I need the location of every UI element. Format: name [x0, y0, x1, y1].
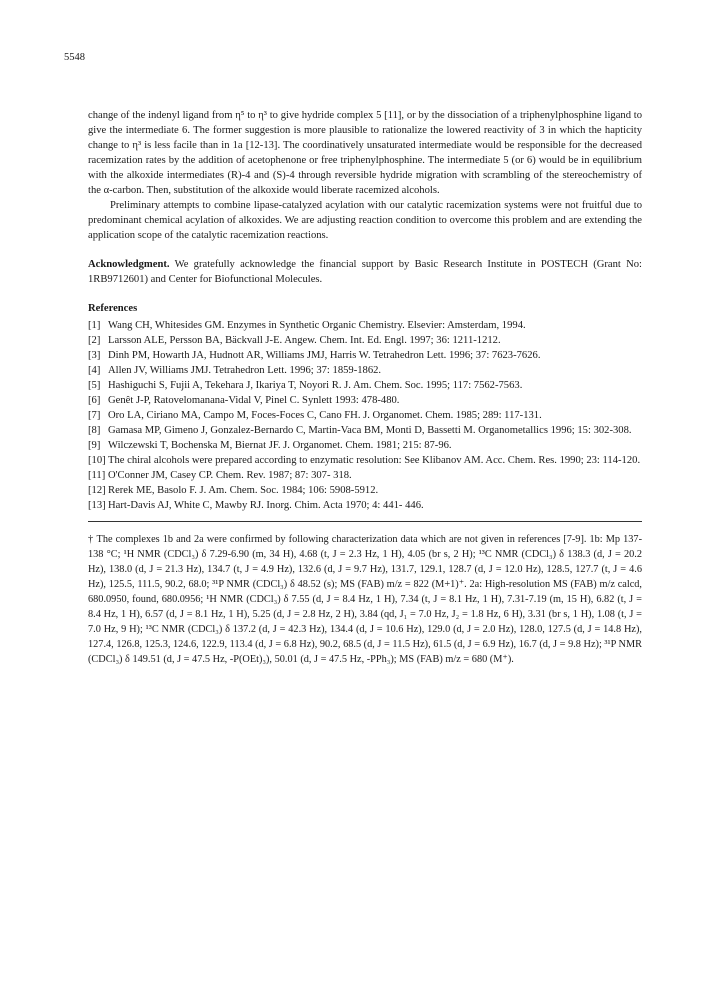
reference-text: Genêt J-P, Ratovelomanana-Vidal V, Pinel C. Synlett 1993: 478-480. — [108, 395, 400, 406]
reference-item — [88, 318, 642, 333]
reference-item — [88, 363, 642, 378]
reference-text: O'Conner JM, Casey CP. Chem. Rev. 1987; 87: 307- 318. — [108, 470, 352, 481]
footnote-divider — [88, 521, 642, 522]
reference-text: Wilczewski T, Bochenska M, Biernat JF. J. Organomet. Chem. 1981; 215: 87-96. — [108, 440, 452, 451]
reference-item — [88, 393, 642, 408]
reference-number: [10] — [88, 455, 106, 466]
reference-number: [3] — [88, 350, 101, 361]
reference-number: [4] — [88, 365, 101, 376]
acknowledgment-text: We gratefully acknowledge the financial support by Basic Research Institute in POSTECH (Grant No: 1RB9712601) and Center for Biofunctional Molecules. — [88, 259, 642, 285]
reference-number: [2] — [88, 335, 101, 346]
reference-text: Oro LA, Ciriano MA, Campo M, Foces-Foces C, Cano FH. J. Organomet. Chem. 1985; 289: 117-131. — [108, 410, 542, 421]
reference-item — [88, 348, 642, 363]
reference-text: Gamasa MP, Gimeno J, Gonzalez-Bernardo C, Martin-Vaca BM, Monti D, Bassetti M. Organometallics 1996; 15: 302-308. — [108, 425, 632, 436]
body-paragraph: change of the indenyl ligand from η⁵ to η³ to give hydride complex 5 [11], or by the dissociation of a triphenylphosphine ligand to give the intermediate 6. The former suggestion is more plausible to rationalize the lowered reactivity of 3 in which the hapticity change to η³ is less facile than in 1a [12-13]. The coordinatively unsaturated intermediate would be responsible for the decreased racemization rates by the addition of acetophenone or free triphenylphosphine. The intermediate 5 (or 6) would be in equilibrium with the alkoxide intermediates (R)-4 and (S)-4 through reversible hydride migration with scrambling of the stereochemistry of the α-carbon. Then, substitution of the alkoxide would liberate racemized alcohols. — [88, 110, 642, 196]
reference-item — [88, 423, 642, 438]
reference-item — [88, 438, 642, 453]
reference-item — [88, 483, 642, 498]
reference-number: [12] — [88, 485, 106, 496]
reference-number: [7] — [88, 410, 101, 421]
references-heading: References — [88, 303, 138, 314]
footnote: † The complexes 1b and 2a were confirmed by following characterization data which are not given in references [7-9]. 1b: Mp 137-138 °C; ¹H NMR (CDCl₃) δ 7.29-6.90 (m, 34 H), 4.68 (t, J = 2.3 Hz, 1 H), 4.05 (br s, 2 H); ¹³C NMR (CDCl₃) δ 138.3 (d, J = 20.2 Hz), 138.0 (d, J = 21.3 Hz), 134.7 (t, J = 4.9 Hz), 132.6 (d, J = 9.7 Hz), 131.7, 129.1, 128.7 (d, J = 12.0 Hz), 128.5, 127.7 (t, J = 4.6 Hz), 125.5, 111.5, 90.2, 68.0; ³¹P NMR (CDCl₃) δ 48.52 (s); MS (FAB) m/z = 822 (M+1)⁺. 2a: High-resolution MS (FAB) m/z calcd, 680.0950, found, 680.0956; ¹H NMR (CDCl₃) δ 7.55 (d, J = 8.4 Hz, 1 H), 7.34 (t, J = 8.1 Hz, 1 H), 7.31-7.19 (m, 15 H), 6.82 (t, J = 8.4 Hz, 1 H), 6.57 (d, J = 8.1 Hz, 1 H), 5.25 (d, J = 2.8 Hz, 2 H), 3.84 (qd, J₁ = 7.0 Hz, J₂ = 1.8 Hz, 6 H), 3.31 (br s, 1 H), 1.08 (t, J = 7.0 Hz, 9 H); ¹³C NMR (CDCl₃) δ 137.2 (d, J = 42.3 Hz), 134.4 (d, J = 10.6 Hz), 129.0 (d, J = 2.0 Hz), 128.0, 127.5 (d, J = 14.8 Hz), 127.4, 126.8, 125.3, 124.6, 122.9, 113.4 (d, J = 6.8 Hz), 90.2, 68.5 (d, J = 11.5 Hz), 61.5 (d, J = 6.9 Hz), 16.7 (d, J = 9.8 Hz); ³¹P NMR (CDCl₃) δ 149.51 (d, J = 47.5 Hz, -P(OEt)₃), 50.01 (d, J = 47.5 Hz, -PPh₃); MS (FAB) m/z = 680 (M⁺). — [88, 534, 642, 665]
body-paragraph: Preliminary attempts to combine lipase-catalyzed acylation with our catalytic racemization systems were not fruitful due to predominant chemical acylation of alkoxides. We are adjusting reaction condition to overcome this problem and are extending the application scope of the catalytic racemization reactions. — [88, 200, 642, 241]
reference-text: Larsson ALE, Persson BA, Bäckvall J-E. Angew. Chem. Int. Ed. Engl. 1997; 36: 1211-1212. — [108, 335, 501, 346]
reference-number: [13] — [88, 500, 106, 511]
acknowledgment-label: Acknowledgment. — [88, 259, 170, 270]
reference-text: Hart-Davis AJ, White C, Mawby RJ. Inorg. Chim. Acta 1970; 4: 441- 446. — [108, 500, 424, 511]
reference-text: Allen JV, Williams JMJ. Tetrahedron Lett. 1996; 37: 1859-1862. — [108, 365, 382, 376]
acknowledgment — [88, 257, 642, 287]
reference-number: [11] — [88, 470, 106, 481]
reference-item — [88, 468, 642, 483]
reference-text: Hashiguchi S, Fujii A, Tekehara J, Ikariya T, Noyori R. J. Am. Chem. Soc. 1995; 117: 7562-7563. — [108, 380, 523, 391]
reference-number: [8] — [88, 425, 101, 436]
reference-text: The chiral alcohols were prepared according to enzymatic resolution: See Klibanov AM. Acc. Chem. Res. 1990; 23: 114-120. — [108, 455, 641, 466]
page-number: 5548 — [64, 52, 85, 63]
reference-text: Dinh PM, Howarth JA, Hudnott AR, Williams JMJ, Harris W. Tetrahedron Lett. 1996; 37: 7623-7626. — [108, 350, 541, 361]
reference-number: [9] — [88, 440, 101, 451]
reference-text: Wang CH, Whitesides GM. Enzymes in Synthetic Organic Chemistry. Elsevier: Amsterdam, 1994. — [108, 320, 526, 331]
reference-number: [1] — [88, 320, 101, 331]
reference-text: Rerek ME, Basolo F. J. Am. Chem. Soc. 1984; 106: 5908-5912. — [108, 485, 379, 496]
page-body — [88, 108, 642, 667]
reference-item — [88, 498, 642, 513]
reference-number: [5] — [88, 380, 101, 391]
reference-item — [88, 408, 642, 423]
reference-number: [6] — [88, 395, 101, 406]
reference-item — [88, 453, 642, 468]
reference-item — [88, 333, 642, 348]
reference-item — [88, 378, 642, 393]
